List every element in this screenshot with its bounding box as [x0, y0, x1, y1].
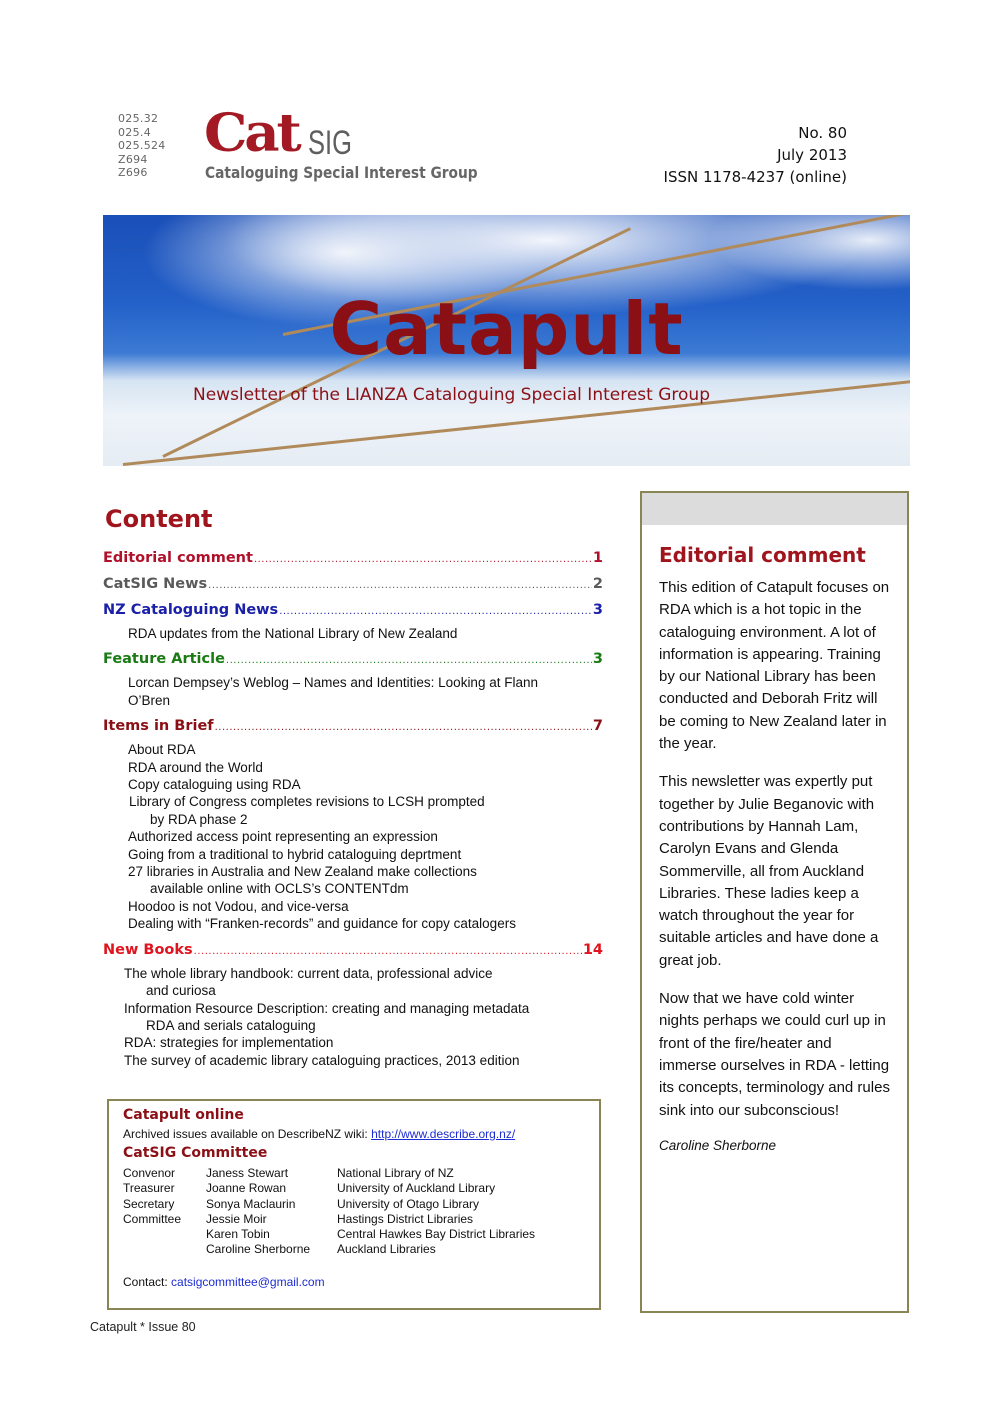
toc-page-number: 3	[592, 602, 603, 618]
issue-issn: ISSN 1178-4237 (online)	[663, 168, 847, 186]
toc-subitem: Going from a traditional to hybrid cataloguing deprtment	[128, 846, 462, 862]
toc-page-number: 3	[592, 651, 603, 668]
committee-role: Committee	[123, 1211, 182, 1226]
committee-org: Central Hawkes Bay District Libraries	[337, 1227, 536, 1242]
toc-subitems	[103, 965, 603, 1069]
committee-org: Auckland Libraries	[337, 1242, 436, 1257]
toc-subitems	[103, 625, 603, 642]
archive-text: Archived issues available on DescribeNZ wiki:	[123, 1127, 372, 1141]
editorial-signature: Caroline Sherborne	[659, 1137, 777, 1153]
committee-row	[123, 1242, 535, 1257]
editorial-paragraph: This newsletter was expertly put together by Julie Beganovic with contributions by Hannah Lam, Carolyn Evans and Glenda Sommerville, all from Auckland Libraries. These ladies keep a watch throughout the year for suitable articles and have done a great job.	[659, 773, 879, 969]
newsletter-title: Catapult	[329, 287, 684, 371]
archive-link[interactable]: http://www.describe.org.nz/	[371, 1127, 516, 1141]
catapult-online-box	[107, 1099, 601, 1310]
toc-subitems	[103, 741, 603, 932]
toc-heading: Content	[105, 505, 213, 533]
toc-entry-catsig-news[interactable]	[103, 571, 603, 597]
toc-subitem: RDA updates from the National Library of New Zealand	[128, 626, 458, 641]
toc-dot-leader	[208, 573, 592, 599]
editorial-paragraph: This edition of Catapult focuses on RDA which is a hot topic in the cataloguing environment. A lot of information is appearing. Training by our National Library has been conducted and Deborah Fritz will be coming to New Zealand later in the year.	[659, 579, 890, 753]
toc-subitem: Information Resource Description: creating and managing metadata	[124, 1000, 530, 1016]
committee-heading: CatSIG Committee	[123, 1145, 268, 1161]
toc-entry-label: CatSIG News	[103, 576, 208, 592]
class-number: 025.32	[118, 112, 159, 125]
committee-role	[123, 1242, 206, 1257]
toc-subitem-continuation: by RDA phase 2	[150, 811, 248, 827]
toc-entry-editorial[interactable]	[103, 545, 603, 571]
toc-subitem: 27 libraries in Australia and New Zealand make collections	[128, 864, 477, 880]
committee-org: National Library of NZ	[337, 1166, 454, 1180]
toc-subitem: Lorcan Dempsey’s Weblog – Names and Identities: Looking at Flann	[128, 675, 538, 691]
toc-subitem-continuation: RDA and serials cataloguing	[146, 1017, 316, 1033]
committee-role: Treasurer	[123, 1181, 175, 1196]
toc-subitem: The whole library handbook: current data, professional advice	[124, 965, 493, 981]
class-number: Z696	[118, 166, 148, 179]
committee-org: University of Otago Library	[337, 1196, 480, 1211]
committee-name: Sonya Maclaurin	[206, 1196, 296, 1211]
issue-date: July 2013	[777, 146, 847, 164]
page-footer: Catapult * Issue 80	[90, 1320, 196, 1334]
toc-subitem: Hoodoo is not Vodou, and vice-versa	[128, 898, 349, 914]
toc-subitem: The survey of academic library cataloguing practices, 2013 edition	[124, 1052, 520, 1068]
table-of-contents	[103, 505, 603, 1073]
toc-subitem: RDA around the World	[128, 759, 263, 775]
contact-label: Contact:	[123, 1274, 172, 1289]
toc-page-number: 1	[592, 550, 603, 566]
toc-entry-label: Editorial comment	[103, 550, 253, 566]
classification-numbers	[118, 112, 166, 180]
logo-sig-text: SIG	[308, 124, 352, 162]
toc-page-number: 2	[592, 576, 603, 592]
sidebar-gray-header	[642, 493, 907, 525]
editorial-sidebar	[640, 491, 909, 1313]
committee-row	[123, 1227, 535, 1242]
newsletter-subtitle: Newsletter of the LIANZA Cataloguing Special Interest Group	[193, 385, 710, 405]
toc-dot-leader	[226, 648, 592, 674]
toc-page-number: 14	[582, 941, 603, 958]
contact-line	[123, 1273, 585, 1291]
committee-org: University of Auckland Library	[337, 1181, 496, 1196]
catapult-online-heading: Catapult online	[123, 1107, 244, 1123]
toc-subitem: About RDA	[128, 742, 196, 758]
issue-info	[664, 122, 847, 188]
contact-email-link[interactable]: catsigcommittee@gmail.com	[171, 1274, 325, 1289]
toc-subitem-continuation: O’Bren	[128, 692, 171, 708]
toc-subitem: Library of Congress completes revisions to LCSH prompted	[129, 794, 485, 810]
masthead-banner	[103, 215, 910, 466]
editorial-paragraph: Now that we have cold winter nights perhaps we could curl up in front of the fire/heater and immerse ourselves in RDA - letting its concepts, terminology and rules sink into our subconscious!	[659, 990, 890, 1119]
catsig-logo	[118, 103, 478, 184]
committee-role	[123, 1227, 206, 1242]
editorial-heading: Editorial comment	[659, 543, 866, 567]
toc-entry-label: Items in Brief	[103, 718, 214, 735]
committee-row	[123, 1212, 535, 1227]
committee-org: Hastings District Libraries	[337, 1211, 474, 1226]
toc-entry-nz-cataloguing-news[interactable]	[103, 597, 603, 623]
committee-role: Secretary	[123, 1196, 175, 1211]
toc-subitem-continuation: and curiosa	[146, 983, 216, 999]
toc-entry-label: New Books	[103, 941, 193, 958]
committee-name: Caroline Sherborne	[206, 1242, 311, 1257]
toc-entry-items-in-brief[interactable]	[103, 713, 603, 739]
toc-entry-label: Feature Article	[103, 651, 225, 668]
committee-role: Convenor	[123, 1166, 176, 1180]
committee-row	[123, 1197, 535, 1212]
committee-row	[123, 1166, 535, 1181]
toc-dot-leader	[194, 939, 582, 965]
toc-subitem: Dealing with “Franken-records” and guidance for copy catalogers	[128, 916, 516, 932]
toc-entry-feature-article[interactable]	[103, 646, 603, 672]
committee-row	[123, 1181, 535, 1196]
toc-entry-new-books[interactable]	[103, 937, 603, 963]
toc-dot-leader	[254, 547, 592, 573]
committee-name: Jessie Moir	[206, 1211, 267, 1226]
issue-number: No. 80	[798, 124, 847, 142]
committee-name: Karen Tobin	[206, 1227, 270, 1242]
class-number: 025.4	[118, 125, 151, 139]
toc-subitem: RDA: strategies for implementation	[124, 1035, 334, 1051]
committee-name: Janess Stewart	[206, 1166, 289, 1180]
committee-name: Joanne Rowan	[206, 1181, 287, 1196]
logo-subtitle: Cataloguing Special Interest Group	[205, 163, 478, 182]
committee-table	[123, 1166, 535, 1258]
toc-dot-leader	[215, 715, 592, 741]
toc-dot-leader	[279, 599, 592, 625]
toc-page-number: 7	[592, 718, 603, 735]
toc-subitem: Copy cataloguing using RDA	[128, 777, 301, 793]
logo-cat-text: Cat	[204, 103, 299, 164]
toc-subitem: Authorized access point representing an expression	[128, 829, 438, 845]
class-number: 025.524	[118, 139, 166, 152]
toc-subitems	[103, 674, 603, 709]
archive-text-line	[123, 1125, 585, 1143]
toc-entry-label: NZ Cataloguing News	[103, 602, 279, 618]
class-number: Z694	[118, 152, 148, 166]
toc-subitem-continuation: available online with OCLS’s CONTENTdm	[150, 881, 409, 897]
